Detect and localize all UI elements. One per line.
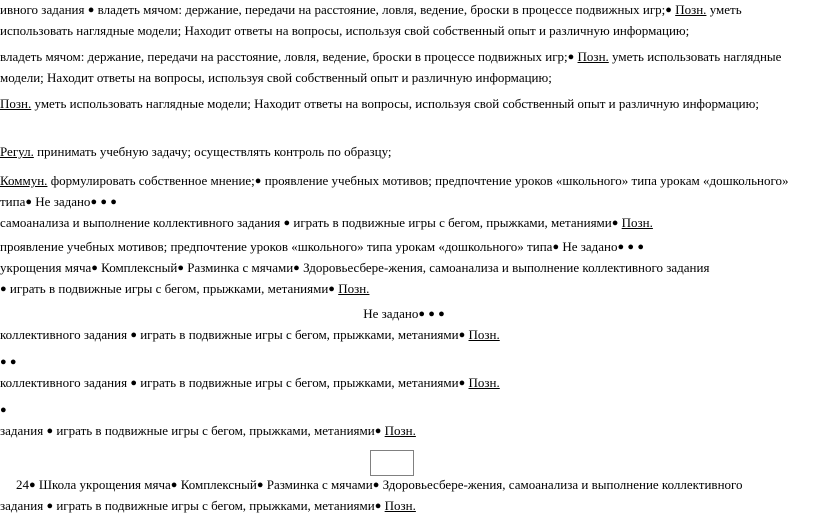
text-run: укрощения мяча: [0, 260, 92, 275]
text-run: коллективного задания: [0, 375, 131, 390]
bullet-icon: ●: [254, 175, 262, 187]
pozn-link[interactable]: Позн.: [338, 281, 370, 296]
text-run: уметь использовать наглядные модели; Находит ответы на вопросы, используя свой собственный опыт и различную информацию;: [31, 96, 759, 111]
paragraph-2: [0, 47, 808, 87]
text-run: играть в подвижные игры с бегом, прыжками, метаниями: [6, 281, 329, 296]
text-run: играть в подвижные игры с бегом, прыжками, метаниями: [136, 375, 459, 390]
paragraph-8: [0, 352, 808, 394]
text-run: самоанализа и выполнение коллективного задания: [0, 215, 284, 230]
text-run: уметь использовать наглядные модели; Находит ответы на вопросы, используя свой собственный опыт и различную информацию;: [0, 2, 742, 38]
regul-link[interactable]: Регул.: [0, 144, 34, 159]
bullet-icon: ●: [100, 196, 107, 208]
pozn-link[interactable]: Позн.: [0, 96, 32, 111]
text-run: Здоровьесбере-жения, самоанализа и выполнение коллективного: [379, 477, 743, 492]
text-run: играть в подвижные игры с бегом, прыжками, метаниями: [136, 327, 459, 342]
bullet-icon: ●: [374, 425, 382, 437]
pozn-link[interactable]: Позн.: [384, 423, 416, 438]
bullet-icon: ●: [0, 283, 7, 295]
pozn-link[interactable]: Позн.: [468, 375, 500, 390]
empty-box: [370, 450, 414, 476]
bullet-icon: ●: [428, 308, 435, 320]
bullet-icon: ●: [130, 329, 137, 341]
bullet-icon: ●: [170, 479, 178, 491]
bullet-icon: ●: [46, 500, 54, 512]
pozn-link[interactable]: Позн.: [384, 498, 416, 513]
text-run: уметь использовать наглядные модели; Находит ответы на вопросы, используя свой собственный опыт и различную информацию;: [0, 49, 782, 85]
bullet-icon: ●: [283, 217, 291, 229]
bullet-icon: ●: [567, 51, 575, 63]
bullet-icon: ●: [256, 479, 264, 491]
bullet-icon: ●: [665, 4, 672, 16]
text-run: Не задано: [363, 306, 419, 321]
kommun-link[interactable]: Коммун.: [0, 173, 48, 188]
bullet-icon: ●: [91, 262, 98, 274]
text-run: владеть мячом: держание, передачи на расстояние, ловля, ведение, броски в процессе подвижных игр;: [0, 49, 568, 64]
bullet-icon: ●: [627, 241, 635, 253]
text-run: коллективного задания: [0, 327, 131, 342]
text-run: Здоровьесбере-жения, самоанализа и выполнение коллективного задания: [299, 260, 710, 275]
bullet-icon: ●: [0, 404, 7, 416]
text-run: Не задано: [32, 194, 91, 209]
bullet-icon: ●: [611, 217, 619, 229]
pozn-link[interactable]: Позн.: [577, 49, 609, 64]
text-run: Комплексный: [97, 260, 178, 275]
text-run: задания: [0, 423, 47, 438]
bullet-icon: ●: [374, 500, 382, 512]
text-run: Разминка с мячами: [263, 477, 373, 492]
text-run: Разминка с мячами: [183, 260, 294, 275]
bullet-icon: ●: [177, 262, 184, 274]
text-run: играть в подвижные игры с бегом, прыжками, метаниями: [53, 423, 375, 438]
paragraph-4: [0, 142, 808, 161]
bullet-icon: ●: [458, 377, 466, 389]
paragraph-6: [0, 237, 808, 300]
lesson-number: 24: [16, 477, 29, 492]
not-set-line: [0, 304, 808, 325]
bullet-icon: ●: [29, 479, 36, 491]
bullet-icon: ●: [418, 308, 425, 320]
bullet-icon: ●: [46, 425, 54, 437]
text-run: задания: [0, 498, 47, 513]
text-run: ивного задания: [0, 2, 88, 17]
text-run: играть в подвижные игры с бегом, прыжками, метаниями: [53, 498, 375, 513]
bullet-icon: ●: [372, 479, 380, 491]
pozn-link[interactable]: Позн.: [621, 215, 653, 230]
pozn-link[interactable]: Позн.: [468, 327, 500, 342]
paragraph-9: [0, 400, 808, 442]
text-run: Не задано: [559, 239, 618, 254]
paragraph-7: [0, 304, 808, 346]
paragraph-3: [0, 94, 808, 113]
bullet-icon: ●: [617, 241, 625, 253]
bullet-icon: ●: [458, 329, 466, 341]
text-run: Школа укрощения мяча: [35, 477, 171, 492]
bullet-icon: ●: [328, 283, 335, 295]
bullet-icon: ●: [9, 356, 17, 368]
text-run: владеть мячом: держание, передачи на расстояние, ловля, ведение, броски в процессе подвижных игр;: [94, 2, 666, 17]
paragraph-1: [0, 0, 808, 40]
bullet-icon: ●: [130, 377, 137, 389]
bullet-icon: ●: [637, 241, 644, 253]
text-run: Комплексный: [177, 477, 257, 492]
bullet-icon: ●: [0, 356, 7, 368]
text-run: проявление учебных мотивов; предпочтение уроков «школьного» типа урокам «дошкольного» типа: [0, 239, 553, 254]
bullet-icon: ●: [87, 4, 95, 16]
bullet-icon: ●: [25, 196, 33, 208]
bullet-icon: ●: [90, 196, 98, 208]
pozn-link[interactable]: Позн.: [675, 2, 707, 17]
text-run: формулировать собственное мнение;: [47, 173, 255, 188]
bullet-icon: ●: [552, 241, 560, 253]
text-run: играть в подвижные игры с бегом, прыжками, метаниями: [290, 215, 612, 230]
text-run: проявление учебных мотивов; предпочтение уроков «школьного» типа урокам «дошкольного» типа: [0, 173, 789, 209]
bullet-icon: ●: [438, 308, 445, 320]
bullet-icon: ●: [110, 196, 117, 208]
paragraph-5: [0, 171, 808, 234]
paragraph-10: [0, 475, 808, 517]
text-run: принимать учебную задачу; осуществлять контроль по образцу;: [33, 144, 392, 159]
bullet-icon: ●: [293, 262, 300, 274]
